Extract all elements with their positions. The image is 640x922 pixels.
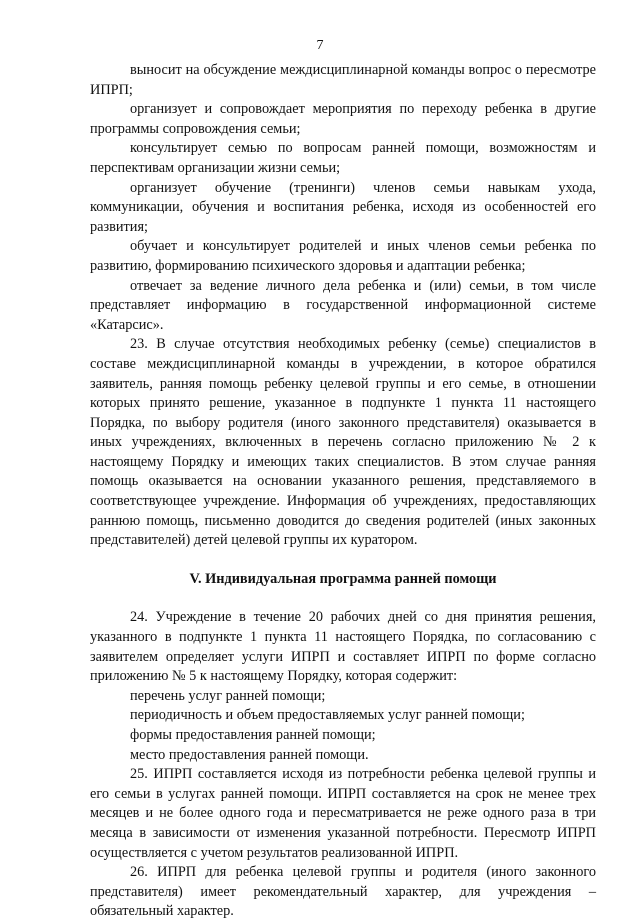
paragraph-item-26: 26. ИПРП для ребенка целевой группы и родителя (иного законного представителя) имеет рекомендательный характер, для учреждения – обязательный характер. <box>90 864 596 920</box>
paragraph-curator-duty-1: выносит на обсуждение междисциплинарной команды вопрос о пересмотре ИПРП; <box>90 62 596 98</box>
paragraph-curator-duty-2: организует и сопровождает мероприятия по переходу ребенка в другие программы сопровождения семьи; <box>90 101 596 137</box>
list-item-services: перечень услуг ранней помощи; <box>130 687 326 704</box>
paragraph-curator-duty-5: обучает и консультирует родителей и иных членов семьи ребенка по развитию, формированию психического здоровья и адаптации ребенка; <box>90 238 596 274</box>
section-heading: V. Индивидуальная программа ранней помощи <box>189 570 497 587</box>
list-item-place: место предоставления ранней помощи. <box>130 746 369 763</box>
list-item-frequency: периодичность и объем предоставляемых услуг ранней помощи; <box>130 707 525 724</box>
list-item-forms: формы предоставления ранней помощи; <box>130 727 376 743</box>
page-number: 7 <box>316 38 324 53</box>
document-body <box>90 61 596 922</box>
paragraph-curator-duty-4: организует обучение (тренинги) членов семьи навыкам ухода, коммуникации, обучения и воспитания ребенка, исходя из особенностей его развития; <box>90 179 596 235</box>
paragraph-curator-duty-3: консультирует семью по вопросам ранней помощи, возможностям и перспективам организации жизни семьи; <box>90 140 596 176</box>
paragraph-item-25: 25. ИПРП составляется исходя из потребности ребенка целевой группы и его семьи в услугах ранней помощи. ИПРП составляется на срок не менее трех месяцев и не более одного года и пересматривается не реже одного раза в три месяца в зависимости от изменения указанной потребности. Пересмотр ИПРП осуществляется с учетом результатов реализованной ИПРП. <box>90 766 596 861</box>
paragraph-item-24: 24. Учреждение в течение 20 рабочих дней со дня принятия решения, указанного в подпункте 1 пункта 11 настоящего Порядка, по согласованию с заявителем определяет услуги ИПРП и составляет ИПРП по форме согласно приложению № 5 к настоящему Порядку, которая содержит: <box>90 609 596 685</box>
paragraph-curator-duty-6: отвечает за ведение личного дела ребенка и (или) семьи, в том числе представляет информацию в государственной информационной системе «Катарсис». <box>90 277 596 333</box>
paragraph-item-23: 23. В случае отсутствия необходимых ребенку (семье) специалистов в составе междисциплинарной команды в учреждении, в которое обратился заявитель, ранняя помощь ребенку целевой группы и его семье, в отношении которых принято решение, указанное в подпункте 1 пункта 11 настоящего Порядка, по выбору родителя (иного законного представителя) оказывается в иных учреждениях, включенных в перечень согласно приложению № 2 к настоящему Порядку и имеющих таких специалистов. В этом случае ранняя помощь оказывается на основании указанного решения, представляемого в соответствующее учреждение. Информация об учреждениях, предоставляющих раннюю помощь, письменно доводится до сведения родителей (иных законных представителей) детей целевой группы их куратором. <box>90 336 596 549</box>
